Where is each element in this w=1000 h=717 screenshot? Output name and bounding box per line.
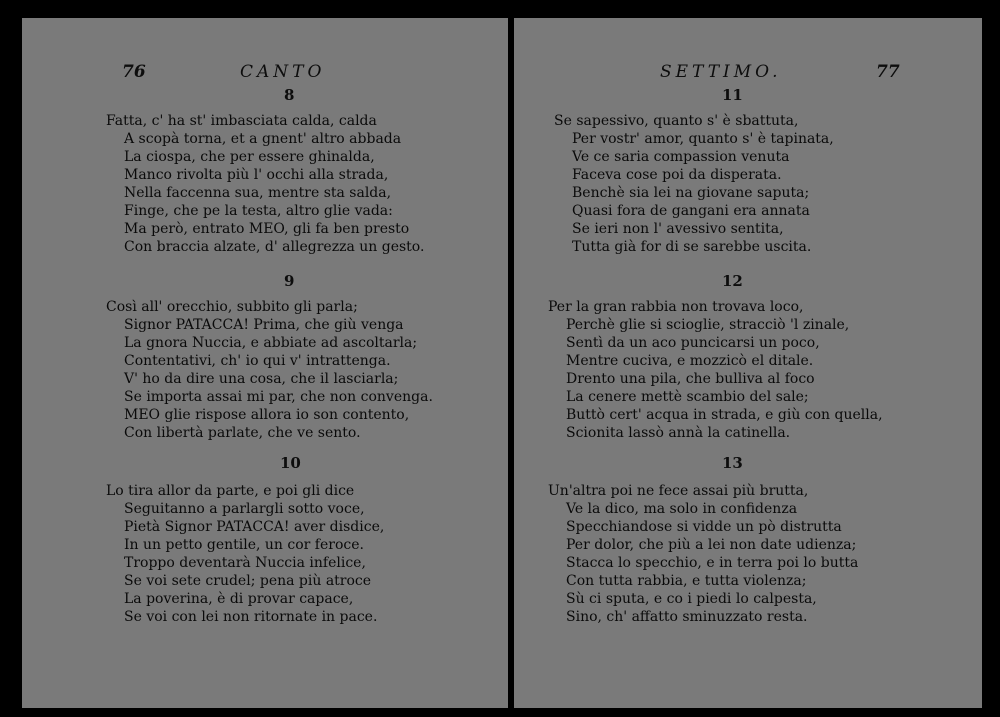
verse-line: La ciospa, che per essere ghinalda, [124, 149, 375, 165]
verse-line: La poverina, è di provar capace, [124, 591, 354, 607]
stanza-number: 10 [280, 454, 301, 472]
stanza-number: 9 [284, 272, 295, 290]
verse-line: Sino, ch' affatto sminuzzato resta. [566, 609, 808, 625]
verse-line: Pietà Signor PATACCA! aver disdice, [124, 519, 385, 535]
verse-line: Per vostr' amor, quanto s' è tapinata, [572, 131, 834, 147]
verse-line: V' ho da dire una cosa, che il lasciarla; [124, 371, 399, 387]
stanza-number: 11 [722, 86, 743, 104]
verse-line: Per dolor, che più a lei non date udienza; [566, 537, 857, 553]
verse-line: Manco rivolta più l' occhi alla strada, [124, 167, 389, 183]
stanza-12 [548, 298, 883, 442]
verse-line: Faceva cose poi da disperata. [572, 167, 782, 183]
verse-line: Troppo deventarà Nuccia infelice, [124, 555, 366, 571]
verse-line: Scionita lassò annà la catinella. [566, 425, 791, 441]
verse-line: Quasi fora de gangani era annata [572, 203, 810, 219]
verse-line: Lo tira allor da parte, e poi gli dice [106, 483, 355, 499]
verse-line: Buttò cert' acqua in strada, e giù con quella, [566, 407, 883, 423]
verse-line: Se voi con lei non ritornate in pace. [124, 609, 378, 625]
verse-line: Benchè sia lei na giovane saputa; [572, 185, 810, 201]
verse-line: Specchiandose si vidde un pò distrutta [566, 519, 842, 535]
right-page-number: 77 [876, 62, 900, 82]
left-running-head: CANTO [240, 62, 326, 82]
stanza-number: 8 [284, 86, 295, 104]
verse-line: Così all' orecchio, subbito gli parla; [106, 299, 358, 315]
verse-line: A scopà torna, et a gnent' altro abbada [124, 131, 402, 147]
verse-line: La gnora Nuccia, e abbiate ad ascoltarla; [124, 335, 418, 351]
verse-line: Fatta, c' ha st' imbasciata calda, calda [106, 113, 377, 129]
stanza-8 [106, 112, 424, 256]
verse-line: Tutta già for di se sarebbe uscita. [572, 239, 812, 255]
verse-line: Un'altra poi ne fece assai più brutta, [548, 483, 809, 499]
verse-line: Sentì da un aco puncicarsi un poco, [566, 335, 820, 351]
verse-line: In un petto gentile, un cor feroce. [124, 537, 364, 553]
verse-line: Con libertà parlate, che ve sento. [124, 425, 361, 441]
stanza-13 [548, 482, 858, 626]
stanza-9 [106, 298, 433, 442]
stanza-10 [106, 482, 384, 626]
left-page [22, 18, 508, 708]
verse-line: Se sapessivo, quanto s' è sbattuta, [554, 113, 799, 129]
left-page-number: 76 [122, 62, 146, 82]
verse-line: Seguitanno a parlargli sotto voce, [124, 501, 365, 517]
right-running-head: SETTIMO. [660, 62, 782, 82]
verse-line: Per la gran rabbia non trovava loco, [548, 299, 804, 315]
verse-line: Stacca lo specchio, e in terra poi lo butta [566, 555, 859, 571]
verse-line: Mentre cuciva, e mozzicò el ditale. [566, 353, 814, 369]
stanza-number: 12 [722, 272, 743, 290]
verse-line: Drento una pila, che bulliva al foco [566, 371, 815, 387]
verse-line: Se ieri non l' avessivo sentita, [572, 221, 784, 237]
verse-line: Sù ci sputa, e co i piedi lo calpesta, [566, 591, 817, 607]
verse-line: MEO glie rispose allora io son contento, [124, 407, 410, 423]
verse-line: Contentativi, ch' io qui v' intrattenga. [124, 353, 391, 369]
stanza-number: 13 [722, 454, 743, 472]
verse-line: Signor PATACCA! Prima, che giù venga [124, 317, 404, 333]
verse-line: La cenere mettè scambio del sale; [566, 389, 809, 405]
verse-line: Ve ce saria compassion venuta [572, 149, 790, 165]
verse-line: Ve la dico, ma solo in confidenza [566, 501, 798, 517]
stanza-11 [554, 112, 834, 256]
verse-line: Con tutta rabbia, e tutta violenza; [566, 573, 807, 589]
verse-line: Se voi sete crudel; pena più atroce [124, 573, 372, 589]
verse-line: Con braccia alzate, d' allegrezza un gesto. [124, 239, 425, 255]
verse-line: Finge, che pe la testa, altro glie vada: [124, 203, 393, 219]
verse-line: Ma però, entrato MEO, gli fa ben presto [124, 221, 410, 237]
right-page [514, 18, 982, 708]
verse-line: Se importa assai mi par, che non convenga. [124, 389, 433, 405]
verse-line: Nella faccenna sua, mentre sta salda, [124, 185, 392, 201]
verse-line: Perchè glie si scioglie, stracciò 'l zinale, [566, 317, 850, 333]
